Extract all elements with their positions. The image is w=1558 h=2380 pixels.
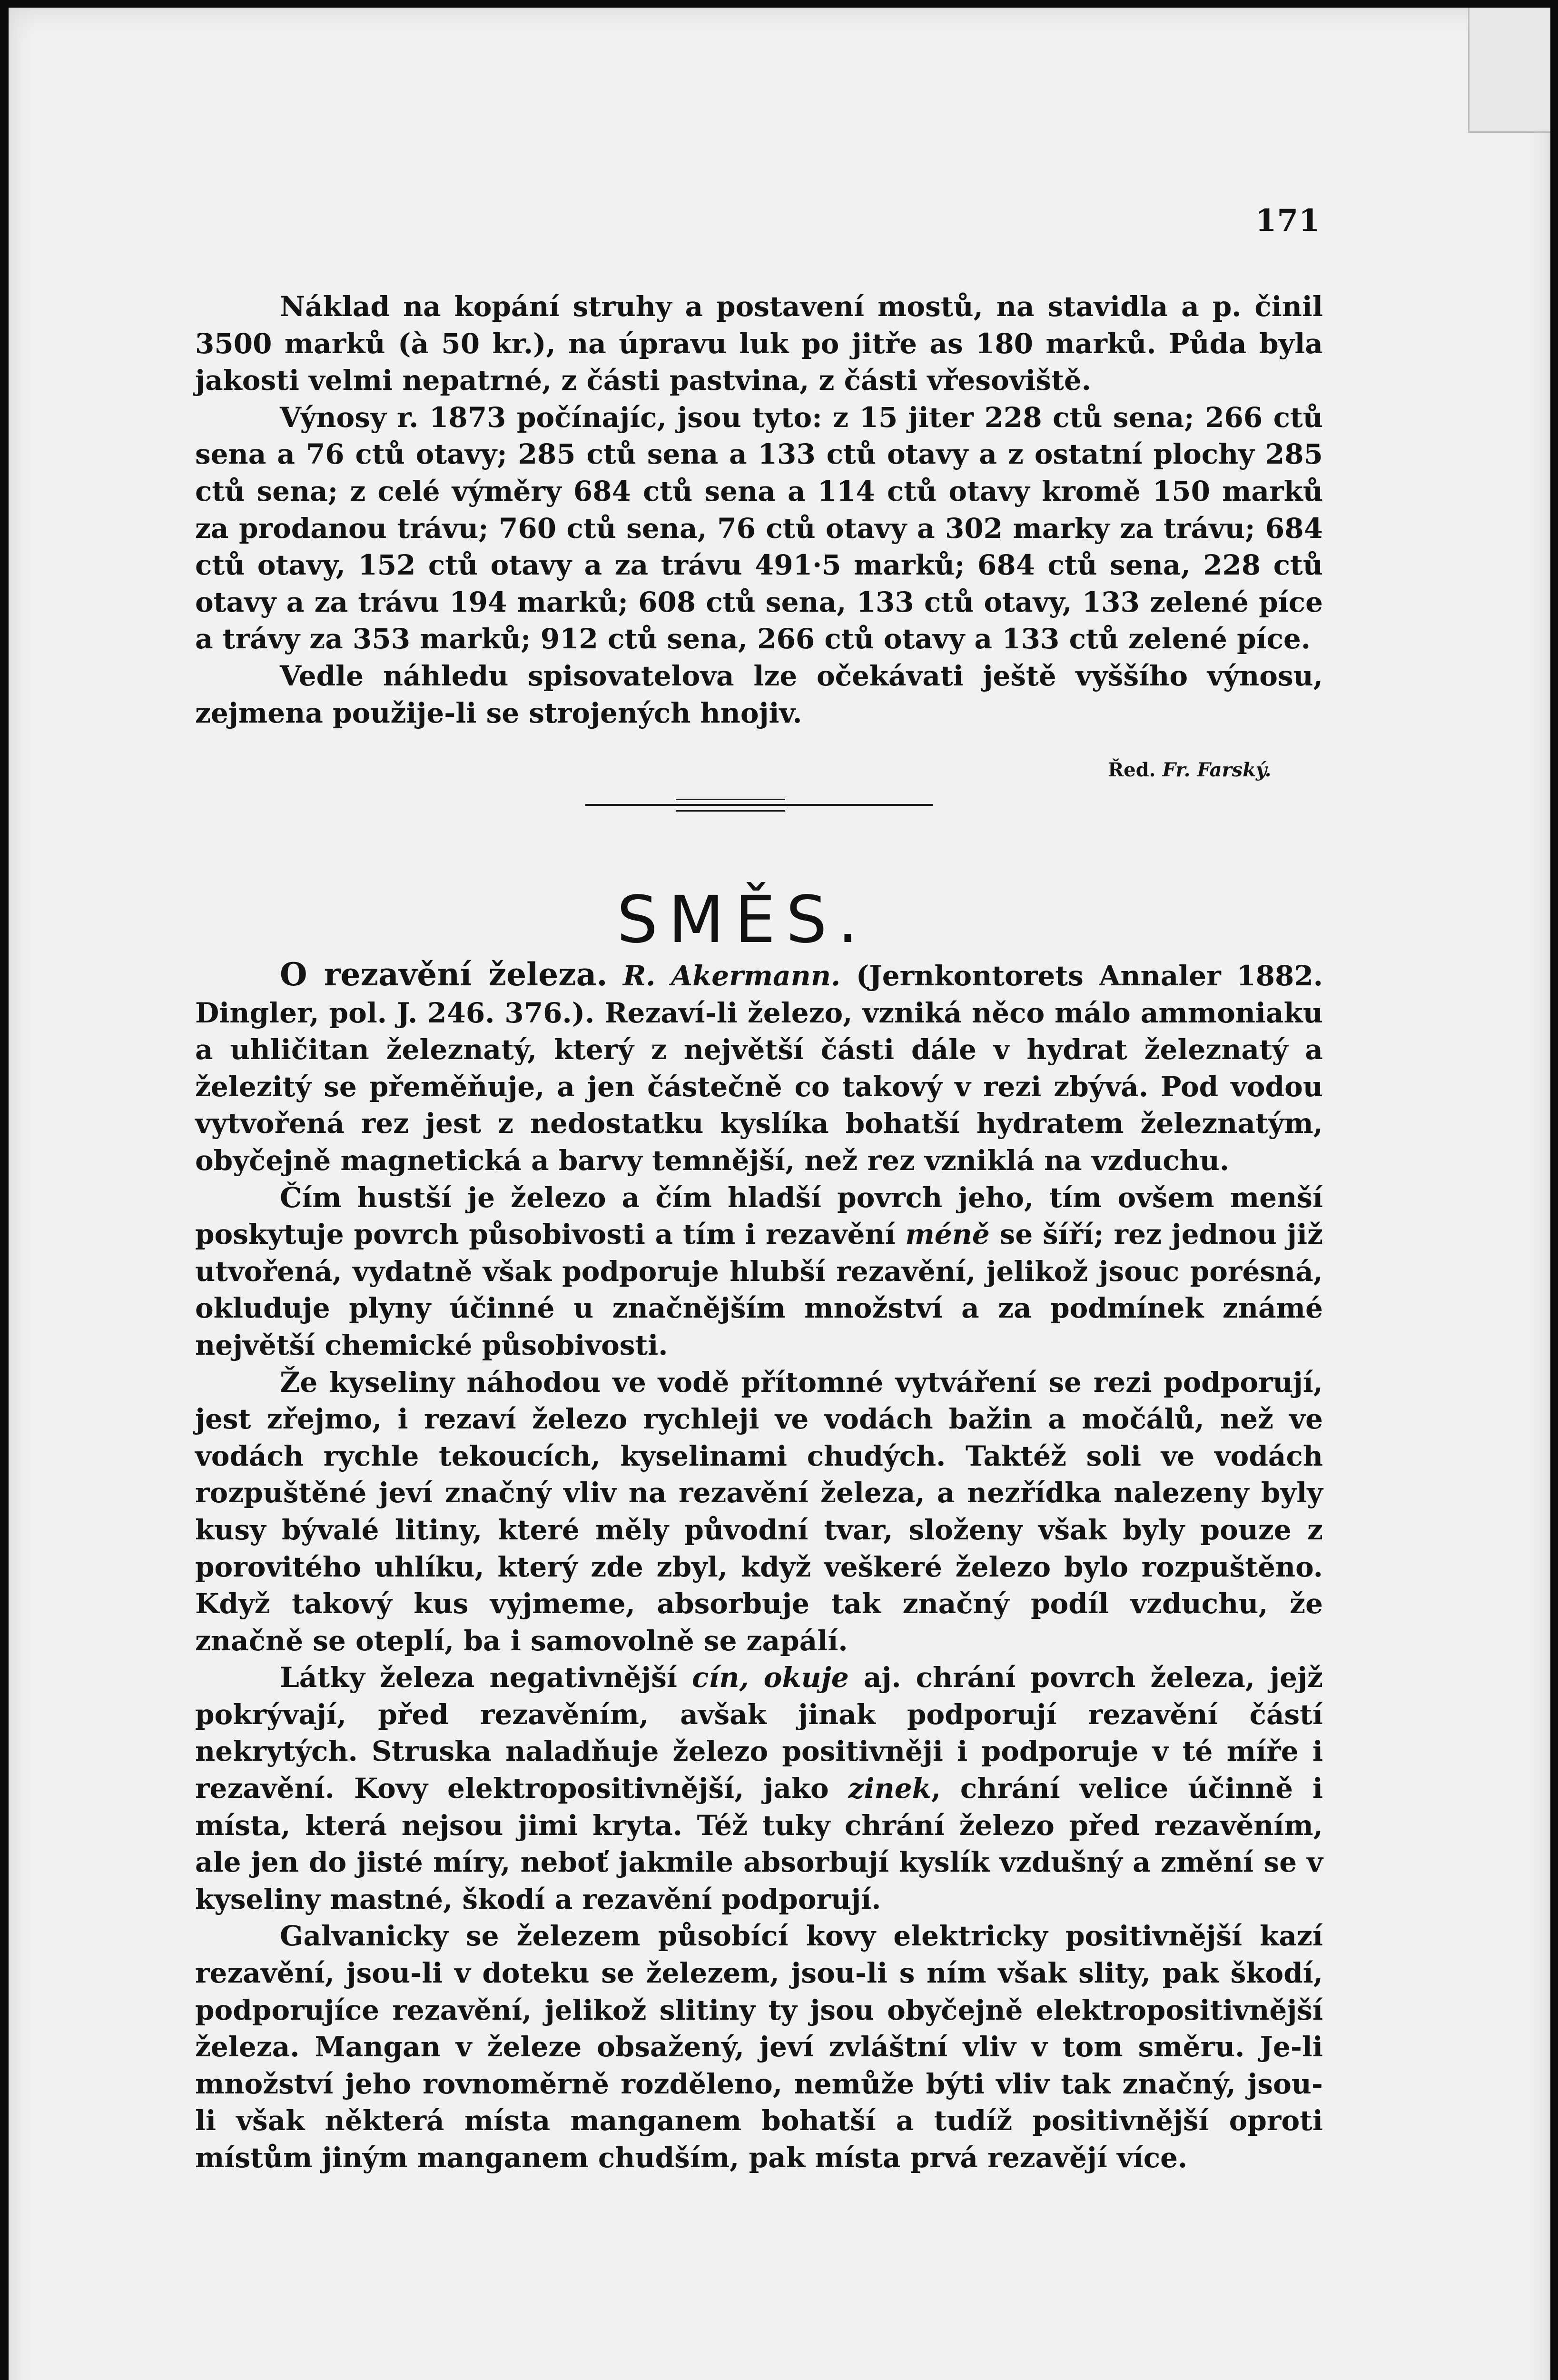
article-author: R. Akermann. (623, 960, 841, 992)
article-paragraph-1-text: Rezaví-li železo, vzniká něco málo ammoniaku a uhličitan železnatý, který z největší části dále v hydrat železnatý a železitý se přeměňuje, a jen částečně co takový v rezi zbývá. Pod vodou vytvořená rez jest z nedostatku kyslíka bohatší hydratem železnatým, obyčejně magnetická a barvy temnější, než rez vzniklá na vzduchu. (195, 996, 1323, 1177)
editor-name: Fr. Farský. (1162, 759, 1272, 781)
separator-rule-double-bottom (676, 810, 785, 812)
emphasis-mene: méně (905, 1218, 990, 1251)
intro-paragraph-1: Náklad na kopání struhy a postavení mostů, na stavidla a p. činil 3500 marků (à 50 kr.), na úpravu luk po jitře as 180 marků. Půda byla jakosti velmi nepatrné, z části pastvina, z části vřesoviště. (195, 290, 1323, 397)
editor-signature (1108, 759, 1272, 781)
emphasis-zinek: zinek (848, 1772, 931, 1805)
separator-rule-double-top (676, 799, 785, 800)
book-page (9, 8, 1550, 2380)
article-paragraph-2-text-b: se šíří; rez jednou již utvořená, vydatně však podporuje hlubší rezavění, jelikož jsouc porésná, okluduje plyny účinné u značnějším množství a za podmínek známé největší chemické působivosti. (195, 1218, 1323, 1361)
article-paragraph-2 (195, 1180, 1323, 1364)
article-title: O rezavění železa. (280, 956, 608, 993)
editor-prefix: Řed. (1108, 759, 1156, 781)
page-corner-edge (1468, 8, 1550, 133)
article-paragraph-4-text-a: Látky železa negativnější (280, 1661, 677, 1694)
emphasis-cin-okuje: cín, okuje (692, 1661, 849, 1694)
article-paragraph-5: Galvanicky se železem působící kovy elektricky positivnější kazí rezavění, jsou-li v doteku se železem, jsou-li s ním však slity, pak škodí, podporujíce rezavění, jelikož slitiny ty jsou obyčejně elektropositivnější železa. Mangan v železe obsažený, jeví zvláštní vliv v tom směru. Je-li množství jeho rovnoměrně rozděleno, nemůže býti vliv tak značný, jsou-li však některá místa manganem bohatší a tudíž positivnější oproti místům jiným manganem chudším, pak místa prvá rezavějí více. (195, 1920, 1323, 2174)
article-paragraph-4 (195, 1659, 1323, 1918)
section-title: SMĚS. (617, 883, 869, 958)
separator-rule-long (585, 804, 933, 806)
page-number: 171 (1255, 203, 1321, 238)
article-paragraph-4-text-b: aj. chrání povrch železa, jejž pokrývají, před rezavěním, avšak jinak podporují rezavění částí nekrytých. Struska naladňuje železo positivněji i podporuje v té míře i rezavění. Kovy elektropositivnější, jako (195, 1661, 1323, 1805)
intro-paragraph-2: Výnosy r. 1873 počínajíc, jsou tyto: z 15 jiter 228 ctů sena; 266 ctů sena a 76 ctů otavy; 285 ctů sena a 133 ctů otavy a z ostatní plochy 285 ctů sena; z celé výměry 684 ctů sena a 114 ctů otavy kromě 150 marků za prodanou trávu; 760 ctů sena, 76 ctů otavy a 302 marky za trávu; 684 ctů otavy, 152 ctů otavy a za trávu 491·5 marků; 684 ctů sena, 228 ctů otavy a za trávu 194 marků; 608 ctů sena, 133 ctů otavy, 133 zelené píce a trávy za 353 marků; 912 ctů sena, 266 ctů otavy a 133 ctů zelené píce. (195, 401, 1323, 655)
article-source: (Jernkontorets Annaler 1882. Dingler, pol. J. 246. 376.). (195, 960, 1323, 1029)
article-paragraph-3: Že kyseliny náhodou ve vodě přítomné vytváření se rezi podporují, jest zřejmo, i rezaví železo rychleji ve vodách bažin a močálů, než ve vodách rychle tekoucích, kyselinami chudých. Taktéž soli ve vodách rozpuštěné jeví značný vliv na rezavění železa, a nezřídka nalezeny byly kusy bývalé litiny, které měly původní tvar, složeny však byly pouze z porovitého uhlíku, který zde zbyl, když veškeré železo bylo rozpuštěno. Když takový kus vyjmeme, absorbuje tak značný podíl vzduchu, že značně se oteplí, ba i samovolně se zapálí. (195, 1366, 1323, 1657)
article-text-block (195, 956, 1323, 2177)
article-paragraph-1 (195, 956, 1323, 1180)
intro-text-block (195, 288, 1323, 732)
article-paragraph-4-text-c: , chrání velice účinně i místa, která nejsou jimi kryta. Též tuky chrání železo před rezavěním, ale jen do jisté míry, neboť jakmile absorbují kyslík vzdušný a změní se v kyseliny mastné, škodí a rezavění podporují. (195, 1772, 1323, 1915)
intro-paragraph-3: Vedle náhledu spisovatelova lze očekávati ještě vyššího výnosu, zejmena použije-li se strojených hnojiv. (195, 659, 1323, 729)
article-paragraph-2-text-a: Čím hustší je železo a čím hladší povrch jeho, tím ovšem menší poskytuje povrch působivosti a tím i rezavění (195, 1181, 1323, 1251)
